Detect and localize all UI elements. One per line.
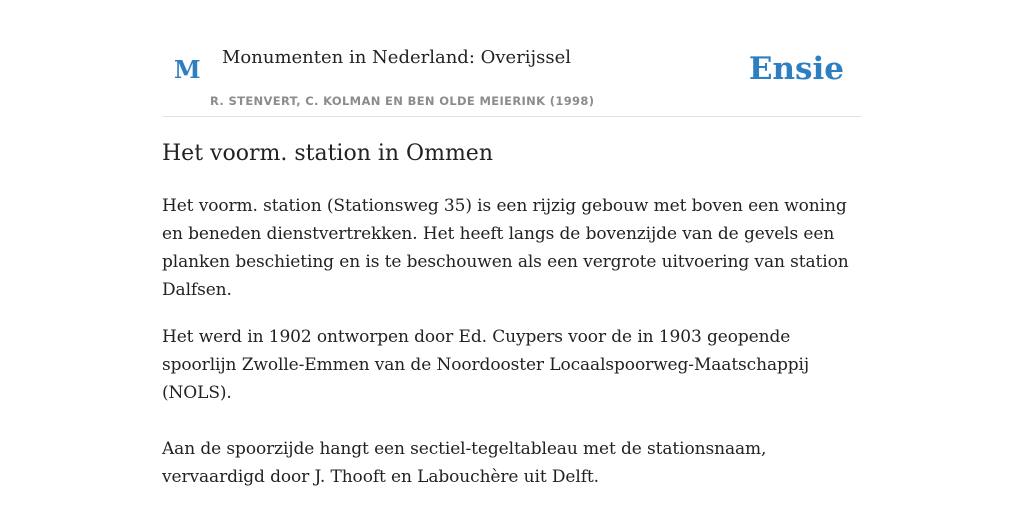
ensie-logo[interactable]: Ensie xyxy=(748,51,844,87)
entry-paragraph: Het werd in 1902 ontworpen door Ed. Cuypers voor de in 1903 geopende spoorlijn Zwolle-Emmen van de Noordooster Locaalspoorweg-Maatschappij (NOLS). xyxy=(162,327,810,403)
book-title[interactable]: Monumenten in Nederland: Overijssel xyxy=(222,47,572,68)
book-logo-icon[interactable]: M xyxy=(174,55,201,84)
book-authors: R. STENVERT, C. KOLMAN EN BEN OLDE MEIERINK (1998) xyxy=(210,94,595,108)
entry-paragraph: Het voorm. station (Stationsweg 35) is een rijzig gebouw met boven een woning en beneden dienstvertrekken. Het heeft langs de bovenzijde van de gevels een planken beschieting en is te beschouwen als een vergrote uitvoering van station Dalfsen. xyxy=(162,196,849,300)
entry-content xyxy=(162,136,862,491)
book-header xyxy=(162,0,862,117)
entry-title: Het voorm. station in Ommen xyxy=(162,141,493,166)
entry-paragraph: Aan de spoorzijde hangt een sectiel-tegeltableau met de stationsnaam, vervaardigd door J. Thooft en Labouchère uit Delft. xyxy=(162,439,767,487)
